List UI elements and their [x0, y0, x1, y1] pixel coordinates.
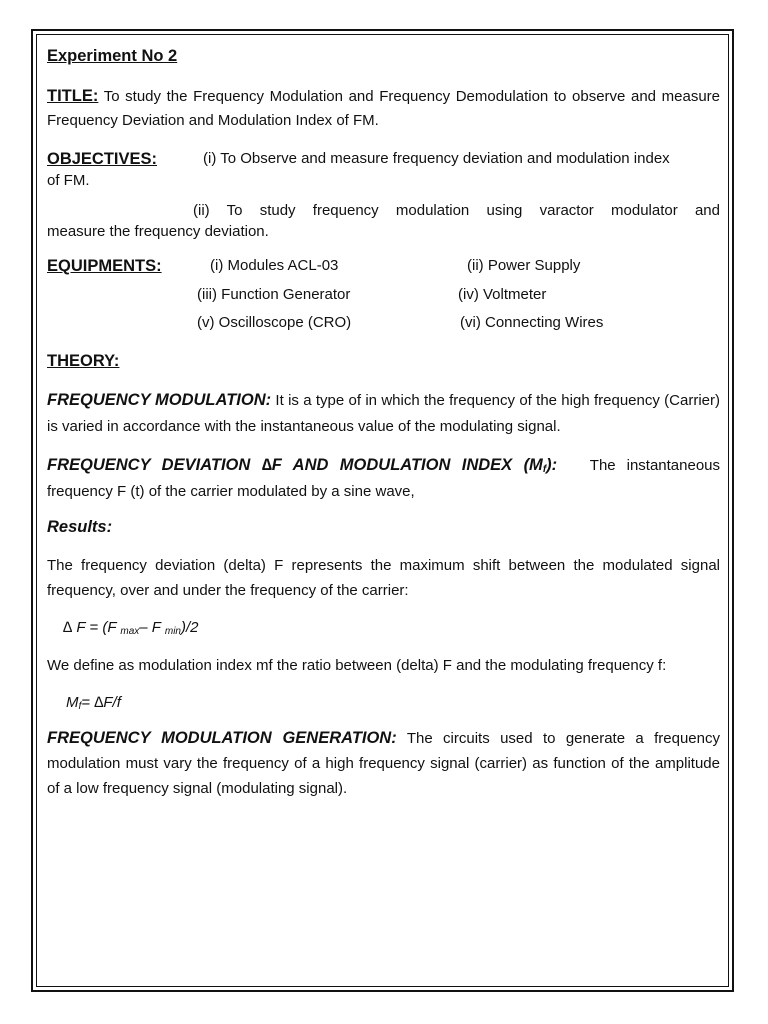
objectives-row-1: [47, 147, 720, 171]
equipment-item: (i) Modules ACL-03: [210, 257, 339, 274]
title-text: To study the Frequency Modulation and Frequency Demodulation to observe and measure Frequency Deviation and Modulation Index of FM.: [47, 88, 720, 129]
equipments-row-2: [47, 283, 720, 307]
deviation-paragraph: [47, 452, 720, 505]
document-content: [47, 44, 720, 801]
results-paragraph-1: The frequency deviation (delta) F represents the maximum shift between the modulated signal frequency, over and under the frequency of the carrier:: [47, 557, 720, 599]
objectives-section: [47, 147, 720, 244]
title-paragraph: [47, 84, 720, 133]
equipment-item: (vi) Connecting Wires: [460, 314, 604, 331]
fm-label: FREQUENCY MODULATION:: [47, 391, 272, 409]
objective-2-line-1: (ii) To study frequency modulation using varactor modulator and: [193, 202, 720, 219]
deviation-label: FREQUENCY DEVIATION ∆F AND MODULATION INDEX $(M_f)$:: [47, 456, 558, 475]
equipments-label: EQUIPMENTS:: [47, 257, 162, 275]
objective-1-line-1: (i) To Observe and measure frequency deviation and modulation index: [203, 150, 670, 167]
title-label: TITLE:: [47, 87, 99, 105]
experiment-heading: Experiment No 2: [47, 47, 178, 65]
objectives-label: OBJECTIVES:: [47, 150, 158, 168]
deviation-text: The instantaneous frequency F (t) of the carrier modulated by a sine wave,: [47, 457, 721, 500]
equipments-row-1: [47, 254, 720, 278]
objective-1-line-2: of FM.: [47, 172, 90, 189]
deviation-equation: ∆ F = (F $_{max}$– F $_{min}$)/2: [63, 619, 199, 637]
equipments-row-3: [47, 311, 720, 335]
equipment-item: (v) Oscilloscope (CRO): [197, 314, 352, 331]
equipment-item: (iii) Function Generator: [197, 286, 351, 303]
results-paragraph-2: We define as modulation index mf the ratio between (delta) F and the modulating frequency f:: [47, 657, 667, 674]
objective-2-line-2: measure the frequency deviation.: [47, 223, 269, 240]
fm-text: It is a type of in which the frequency of the high frequency (Carrier) is varied in accordance with the instantaneous value of the modulating signal.: [47, 392, 720, 435]
equipments-section: [47, 254, 720, 335]
results-heading: Results:: [47, 518, 113, 536]
generation-text: The circuits used to generate a frequency modulation must vary the frequency of a high frequency signal (carrier) as function of the amplitude of a low frequency signal (modulating signal).: [47, 730, 720, 797]
theory-heading: THEORY:: [47, 352, 120, 370]
modulation-index-equation: $M_f= \Delta F/f$: [66, 694, 121, 712]
generation-label: FREQUENCY MODULATION GENERATION:: [47, 729, 397, 747]
equipment-item: (ii) Power Supply: [467, 257, 581, 274]
equipment-item: (iv) Voltmeter: [458, 286, 547, 303]
fm-paragraph: [47, 387, 720, 440]
generation-paragraph: [47, 726, 720, 801]
